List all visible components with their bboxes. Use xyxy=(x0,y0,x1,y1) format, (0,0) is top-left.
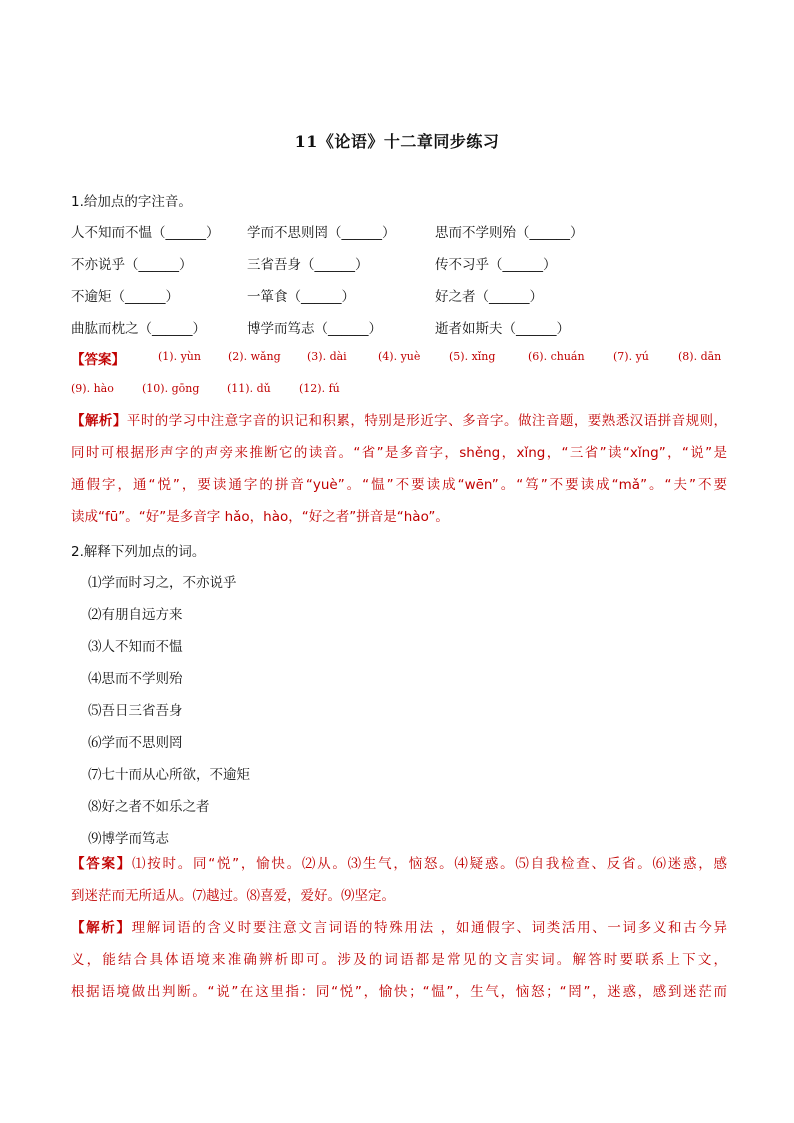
q2-item: ⑵有朋自远方来 xyxy=(88,607,183,623)
q2-item: ⑻好之者不如乐之者 xyxy=(88,799,210,815)
q1-item: 好之者（______） xyxy=(435,289,543,305)
q2-prompt: 2.解释下列加点的词。 xyxy=(71,544,206,560)
answer-item: (12). fú xyxy=(299,382,340,395)
analysis-line: 根据语境做出判断。“说”在这里指：同“悦”，愉快；“愠”，生气，恼怒；“罔”，迷惑，感到迷茫而 xyxy=(71,984,727,1000)
q1-answers-row1 xyxy=(71,350,731,370)
q1-item: 传不习乎（______） xyxy=(435,257,557,273)
q1-item: 博学而笃志（______） xyxy=(247,321,382,337)
answer-item: (5). xǐng xyxy=(449,350,496,363)
q2-answer xyxy=(71,848,727,912)
answer-item: (3). dài xyxy=(307,350,347,363)
analysis-line: 平时的学习中注意字音的识记和积累，特别是形近字、多音字。做注音题，要熟悉汉语拼音规则， xyxy=(126,413,727,429)
q1-answers-row2 xyxy=(71,382,731,402)
answer-item: (1). yùn xyxy=(158,350,201,363)
q2-analysis xyxy=(71,912,727,1008)
q1-item: 一箪食（______） xyxy=(247,289,355,305)
answer-item: (9). hào xyxy=(71,382,114,395)
answer-line: 到迷茫而无所适从。⑺越过。⑻喜爱，爱好。⑼坚定。 xyxy=(71,888,395,904)
answer-item: (10). gōng xyxy=(142,382,200,395)
q1-prompt: 1.给加点的字注音。 xyxy=(71,194,192,210)
answer-item: (2). wǎng xyxy=(228,350,281,363)
q1-analysis xyxy=(71,405,727,533)
analysis-line: 理解词语的含义时要注意文言词语的特殊用法 ，如通假字、词类活用、一词多义和古今异 xyxy=(131,920,727,936)
answer-item: (6). chuán xyxy=(528,350,585,363)
q2-item: ⑶人不知而不愠 xyxy=(88,639,183,655)
q1-item: 学而不思则罔（______） xyxy=(247,225,396,241)
answer-line: ⑴按时。同“悦”，愉快。⑵从。⑶生气，恼怒。⑷疑惑。⑸自我检查、反省。⑹迷惑，感 xyxy=(131,856,727,872)
q1-item: 不亦说乎（______） xyxy=(71,257,193,273)
page-title: 11《论语》十二章同步练习 xyxy=(294,132,500,151)
q2-item: ⑺七十而从心所欲，不逾矩 xyxy=(88,767,250,783)
q2-item: ⑼博学而笃志 xyxy=(88,831,169,847)
answer-tag: 【答案】 xyxy=(71,856,132,872)
answer-item: (4). yuè xyxy=(378,350,421,363)
analysis-line: 读成“fū”。“好”是多音字 hǎo，hào，“好之者”拼音是“hào”。 xyxy=(71,509,449,525)
analysis-line: 义，能结合具体语境来准确辨析即可。涉及的词语都是常见的文言实词。解答时要联系上下文， xyxy=(71,952,727,968)
q1-item: 三省吾身（______） xyxy=(247,257,369,273)
analysis-line: 通假字，通“悦”，要读通字的拼音“yuè”。“愠”不要读成“wēn”。“笃”不要读成“mǎ”。“夫”不要 xyxy=(71,477,727,493)
answer-item: (8). dān xyxy=(678,350,722,363)
q2-item: ⑷思而不学则殆 xyxy=(88,671,183,687)
q1-item: 曲肱而枕之（______） xyxy=(71,321,206,337)
answer-item: (7). yú xyxy=(613,350,649,363)
q1-item: 思而不学则殆（______） xyxy=(435,225,584,241)
analysis-tag: 【解析】 xyxy=(71,920,132,936)
answer-item: (11). dǔ xyxy=(227,382,271,395)
analysis-tag: 【解析】 xyxy=(71,413,127,429)
q1-item: 不逾矩（______） xyxy=(71,289,179,305)
q2-item: ⑸吾日三省吾身 xyxy=(88,703,183,719)
q2-item: ⑹学而不思则罔 xyxy=(88,735,183,751)
q2-item: ⑴学而时习之，不亦说乎 xyxy=(88,575,237,591)
q1-item: 人不知而不愠（______） xyxy=(71,225,220,241)
q1-item: 逝者如斯夫（______） xyxy=(435,321,570,337)
analysis-line: 同时可根据形声字的声旁来推断它的读音。“省”是多音字，shěng，xǐng，“三省”读“xǐng”，“说”是 xyxy=(71,445,727,461)
answer-tag: 【答案】 xyxy=(71,352,125,368)
